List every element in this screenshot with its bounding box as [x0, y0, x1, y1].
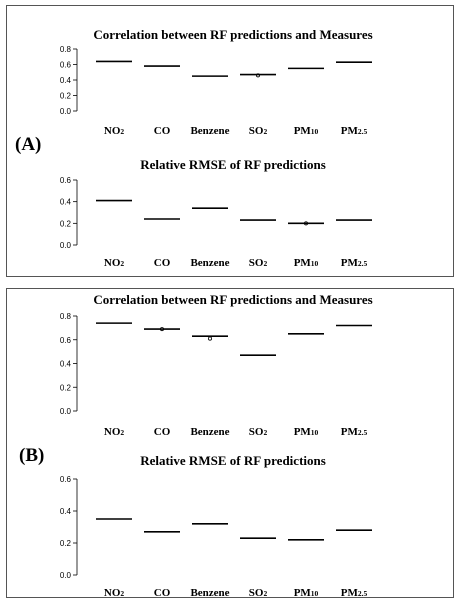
y-tick-label: 0.2: [59, 219, 71, 229]
panel-b: [6, 288, 454, 598]
y-tick-label: 0.8: [59, 312, 71, 321]
panel-a: [6, 5, 454, 277]
category-label: SO2: [248, 426, 268, 438]
y-tick-label: 0.6: [59, 60, 71, 70]
category-label: Benzene: [190, 426, 230, 438]
y-tick-label: 0.8: [59, 45, 71, 54]
category-label: SO2: [248, 587, 268, 599]
category-label: PM10: [293, 257, 319, 269]
category-label: PM10: [293, 426, 319, 438]
correlation-chart-a: [7, 6, 453, 141]
y-tick-label: 0.0: [59, 241, 71, 250]
y-tick-label: 0.2: [59, 91, 71, 101]
category-label: CO: [153, 257, 171, 269]
category-label: NO2: [103, 125, 125, 137]
category-label: PM10: [293, 125, 319, 137]
y-tick-label: 0.6: [59, 335, 71, 345]
category-label: Benzene: [190, 257, 230, 269]
category-label: PM10: [293, 587, 319, 599]
category-label: CO: [153, 426, 171, 438]
category-label: SO2: [248, 125, 268, 137]
y-tick-label: 0.0: [59, 407, 71, 416]
outlier-point: [208, 337, 211, 340]
y-tick-label: 0.4: [59, 359, 71, 369]
category-label: PM2.5: [340, 125, 368, 137]
category-label: SO2: [248, 257, 268, 269]
category-label: PM2.5: [340, 426, 368, 438]
category-label: PM2.5: [340, 587, 368, 599]
y-tick-label: 0.6: [59, 475, 71, 484]
category-label: CO: [153, 125, 171, 137]
category-label: CO: [153, 587, 171, 599]
category-label: PM2.5: [340, 257, 368, 269]
y-tick-label: 0.4: [59, 76, 71, 85]
chart-title: Relative RMSE of RF predictions: [140, 453, 326, 468]
y-tick-label: 0.6: [59, 176, 71, 185]
chart-title: Relative RMSE of RF predictions: [140, 157, 326, 172]
category-label: NO2: [103, 587, 125, 599]
chart-title: Correlation between RF predictions and Measures: [93, 27, 373, 42]
y-tick-label: 0.0: [59, 107, 71, 116]
panel-label: (A): [15, 134, 42, 155]
category-label: NO2: [103, 426, 125, 438]
y-tick-label: 0.2: [59, 539, 71, 548]
y-tick-label: 0.4: [59, 507, 71, 516]
y-tick-label: 0.0: [59, 571, 71, 580]
category-label: Benzene: [190, 587, 230, 599]
panel-label: (B): [19, 445, 45, 466]
rmse-chart-b: [7, 443, 453, 597]
chart-title: Correlation between RF predictions and Measures: [93, 292, 373, 307]
category-label: Benzene: [190, 125, 230, 137]
correlation-chart-b: [7, 289, 453, 443]
rmse-chart-a: [7, 141, 453, 276]
category-label: NO2: [103, 257, 125, 269]
y-tick-label: 0.4: [59, 197, 71, 207]
y-tick-label: 0.2: [59, 383, 71, 393]
